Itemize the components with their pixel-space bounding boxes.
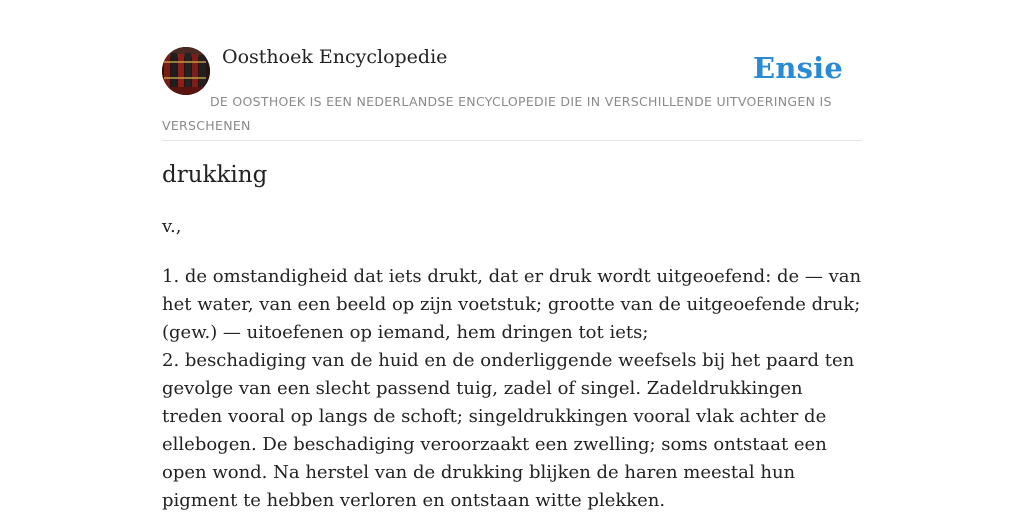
entry-definition [162, 263, 862, 512]
ensie-logo-link[interactable]: Ensie [753, 51, 843, 85]
encyclopedia-books-icon [162, 47, 210, 95]
definition-item: 2. beschadiging van de huid en de onderliggende weefsels bij het paard ten gevolge van een slecht passend tuig, zadel of singel. Zadeldrukkingen treden vooral op langs de schoft; singeldrukkingen vooral vlak achter de ellebogen. De beschadiging veroorzaakt een zwelling; soms ontstaat een open wond. Na herstel van de drukking blijken de haren meestal hun pigment te hebben verloren en ontstaan witte plekken. [162, 350, 855, 511]
entry-title: drukking [162, 162, 268, 188]
publication-title[interactable]: Oosthoek Encyclopedie [222, 46, 448, 68]
publication-header [162, 0, 862, 141]
definition-item: 1. de omstandigheid dat iets drukt, dat er druk wordt uitgeoefend: de — van het water, van een beeld op zijn voetstuk; grootte van de uitgeoefende druk; (gew.) — uitoefenen op iemand, hem dringen tot iets; [162, 266, 862, 343]
publication-description: DE OOSTHOEK IS EEN NEDERLANDSE ENCYCLOPEDIE DIE IN VERSCHILLENDE UITVOERINGEN IS VERSCHENEN [162, 94, 832, 133]
header-container [162, 0, 862, 141]
entry-grammar: v., [162, 216, 182, 237]
publication-avatar[interactable] [162, 47, 210, 95]
